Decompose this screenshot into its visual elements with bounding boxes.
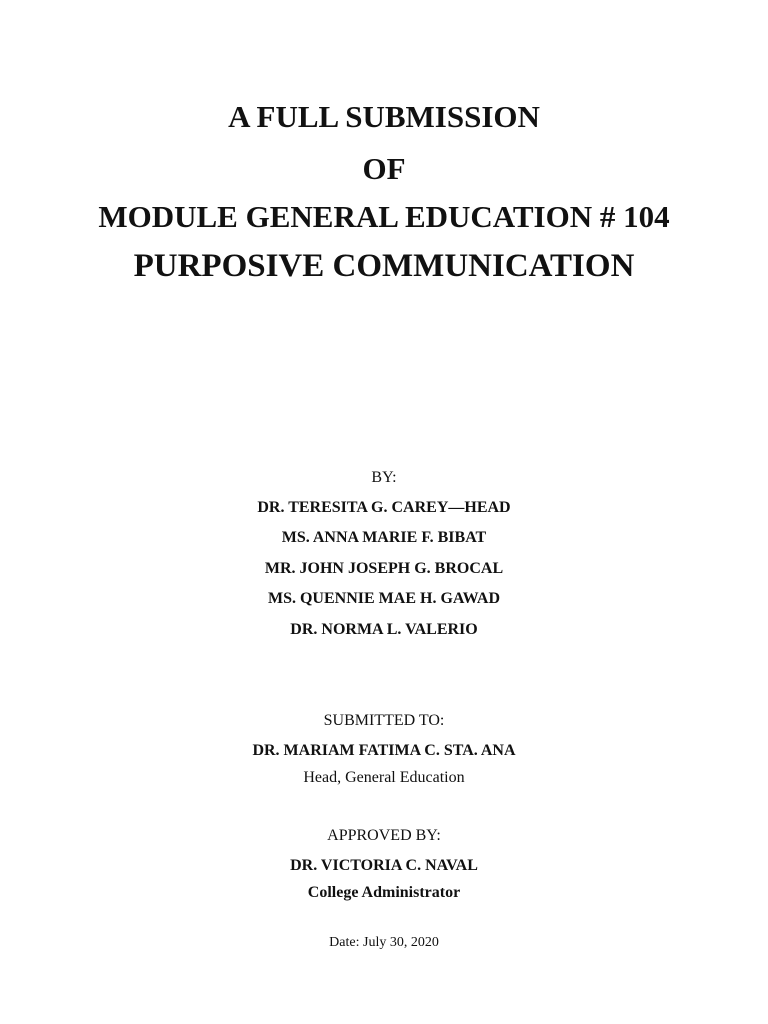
submitted-to-name: DR. MARIAM FATIMA C. STA. ANA [252,742,516,759]
submitted-to-role: Head, General Education [303,769,465,786]
title-line-4: PURPOSIVE COMMUNICATION [133,248,635,284]
title-line-3: MODULE GENERAL EDUCATION # 104 [98,199,670,234]
author-name: MS. QUENNIE MAE H. GAWAD [267,590,500,607]
author-name: DR. TERESITA G. CAREY—HEAD [257,499,511,516]
author-name: MS. ANNA MARIE F. BIBAT [281,529,487,546]
title-line-2: OF [362,151,406,186]
author-name: MR. JOHN JOSEPH G. BROCAL [264,560,504,577]
submitted-to-label: SUBMITTED TO: [323,712,445,729]
submission-date: Date: July 30, 2020 [329,935,439,950]
approved-by-name: DR. VICTORIA C. NAVAL [290,857,478,874]
approved-by-role: College Administrator [307,884,461,901]
approved-by-label: APPROVED BY: [327,827,441,844]
by-label: BY: [371,469,397,486]
title-line-1: A FULL SUBMISSION [228,99,540,134]
author-name: DR. NORMA L. VALERIO [290,621,478,638]
